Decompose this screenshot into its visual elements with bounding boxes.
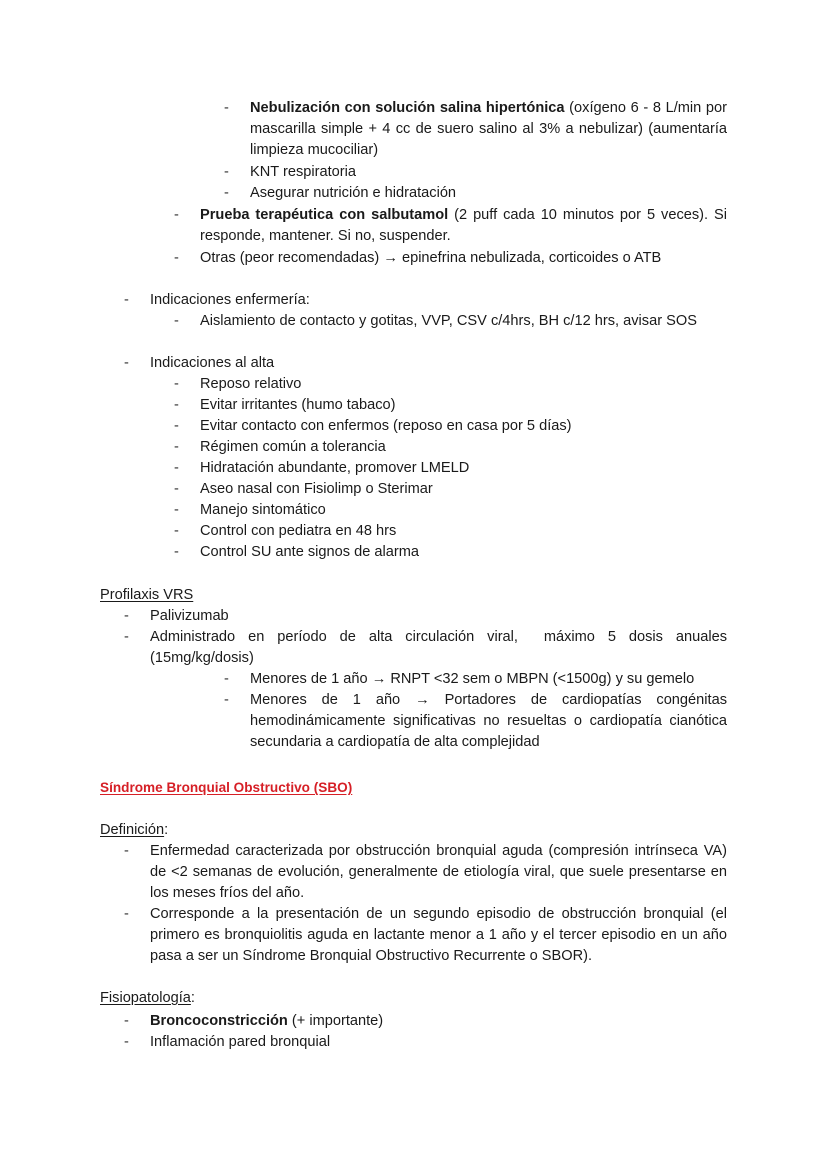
bullet-dash: - (124, 355, 129, 371)
bullet-dash: - (174, 376, 179, 392)
bullet-dash: - (174, 418, 179, 434)
list-item-text: Enfermedad caracterizada por obstrucción bronquial aguda (compresión intrínseca VA) de <2 semanas de evolución, generalmente de etiología viral, que suele presentarse en los meses fríos del año. (150, 843, 727, 901)
list-item-text (200, 205, 727, 247)
item-detail: (oxígeno 6 - 8 L/min por mascarilla simple + 4 cc de suero salino al 3% a nebulizar) (aumentaría limpieza mucociliar) (250, 100, 728, 158)
list-item-text: Aislamiento de contacto y gotitas, VVP, CSV c/4hrs, BH c/12 hrs, avisar SOS (200, 313, 697, 329)
list-item-text: Corresponde a la presentación de un segundo episodio de obstrucción bronquial (el primero es bronquiolitis aguda en lactante menor a 1 año y el tercer episodio en un año pasa a ser un Síndrome Bronquial Obstructivo Recurrente o SBOR). (150, 906, 727, 964)
section-heading-fisiopatologia (100, 988, 195, 1009)
bullet-dash: - (124, 906, 129, 922)
list-item-text: Asegurar nutrición e hidratación (250, 185, 457, 201)
heading-text: Definición (100, 822, 165, 838)
heading-colon: : (164, 822, 169, 838)
bullet-dash: - (174, 250, 179, 266)
section-heading-profilaxis: Profilaxis VRS (100, 587, 194, 603)
bullet-dash: - (224, 100, 229, 116)
bullet-dash: - (174, 544, 179, 560)
bullet-dash: - (124, 292, 129, 308)
list-item-text: Evitar irritantes (humo tabaco) (200, 397, 396, 413)
list-item-text: Control SU ante signos de alarma (200, 544, 420, 560)
list-item-text: Menores de 1 año → Portadores de cardiopatías congénitas hemodinámicamente significativas no resueltas o cardiopatía cianótica secundaria a cardiopatía de alta complejidad (250, 692, 727, 750)
list-item-text: Régimen común a tolerancia (200, 439, 386, 455)
bullet-dash: - (174, 460, 179, 476)
list-item-text: Manejo sintomático (200, 502, 326, 518)
section-heading-definicion (100, 820, 168, 841)
bullet-dash: - (124, 1013, 129, 1029)
list-item-text (150, 1011, 727, 1032)
bold-term: Prueba terapéutica con salbutamol (200, 207, 449, 223)
bullet-dash: - (174, 207, 179, 223)
list-item-text: Evitar contacto con enfermos (reposo en casa por 5 días) (200, 418, 572, 434)
section-title-sbo: Síndrome Bronquial Obstructivo (SBO) (100, 780, 353, 795)
bullet-dash: - (174, 313, 179, 329)
bullet-dash: - (224, 692, 229, 708)
bullet-dash: - (174, 397, 179, 413)
list-item-text (250, 98, 727, 161)
bullet-dash: - (174, 481, 179, 497)
bullet-dash: - (174, 523, 179, 539)
bullet-dash: - (124, 608, 129, 624)
list-item-label: Indicaciones enfermería: (150, 292, 310, 308)
heading-text: Fisiopatología (100, 990, 191, 1006)
list-item-text: Palivizumab (150, 608, 229, 624)
bold-term: Broncoconstricción (150, 1013, 288, 1029)
list-item-text: Reposo relativo (200, 376, 302, 392)
list-item-text: Hidratación abundante, promover LMELD (200, 460, 470, 476)
list-item-text: Otras (peor recomendadas) → epinefrina nebulizada, corticoides o ATB (200, 250, 662, 266)
bullet-dash: - (224, 164, 229, 180)
bullet-dash: - (174, 502, 179, 518)
list-item-text: Inflamación pared bronquial (150, 1034, 331, 1050)
list-item-text: KNT respiratoria (250, 164, 356, 180)
bullet-dash: - (124, 1034, 129, 1050)
item-detail: (2 puff cada 10 minutos por 5 veces). Si responde, mantener. Si no, suspender. (200, 207, 727, 244)
item-detail: (+ importante) (287, 1013, 384, 1029)
list-item-text: Control con pediatra en 48 hrs (200, 523, 397, 539)
bullet-dash: - (124, 629, 129, 645)
bullet-dash: - (224, 671, 229, 687)
bullet-dash: - (224, 185, 229, 201)
list-item-text: Administrado en período de alta circulación viral, máximo 5 dosis anuales (15mg/kg/dosis) (150, 629, 732, 666)
list-item-text: Menores de 1 año → RNPT <32 sem o MBPN (<1500g) y su gemelo (250, 671, 695, 687)
list-item-label: Indicaciones al alta (150, 355, 275, 371)
list-item-text: Aseo nasal con Fisiolimp o Sterimar (200, 481, 433, 497)
bullet-dash: - (174, 439, 179, 455)
bold-term: Nebulización con solución salina hipertónica (250, 100, 565, 116)
bullet-dash: - (124, 843, 129, 859)
heading-colon: : (190, 990, 195, 1006)
